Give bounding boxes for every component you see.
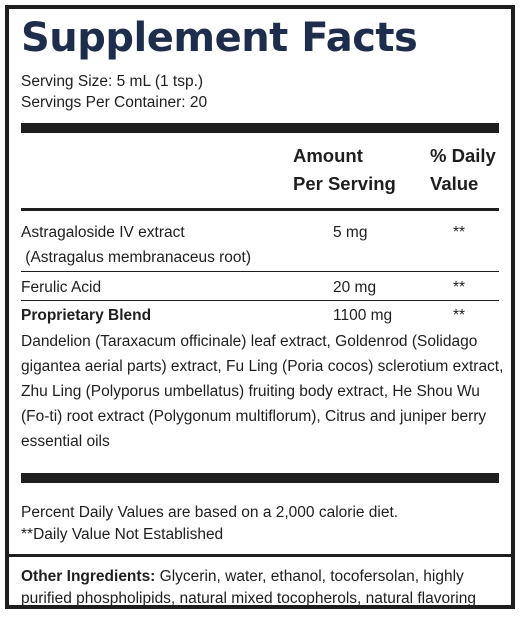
nutrient-amount: 20 mg xyxy=(333,279,377,296)
proprietary-blend-description: Dandelion (Taraxacum officinale) leaf extract, Goldenrod (Solidago gigantea aerial parts) extract, Fu Ling (Poria cocos) sclerotium extract, Zhu Ling (Polyporus umbellatus) fruiting body extract, He Shou Wu (Fo-ti) root extract (Polygonum multiflorum), Citrus and juniper berry essential oils xyxy=(21,333,504,450)
nutrient-name: Proprietary Blend xyxy=(21,307,152,324)
row-divider xyxy=(21,300,499,301)
supplement-facts-panel xyxy=(5,5,515,609)
nutrient-name: Ferulic Acid xyxy=(21,279,102,296)
nutrient-amount: 1100 mg xyxy=(333,307,393,324)
daily-value-footnote: Percent Daily Values are based on a 2,000 calorie diet. xyxy=(21,504,399,521)
nutrient-daily-value: ** xyxy=(453,307,466,324)
other-ingredients-label: Other Ingredients: xyxy=(21,568,156,585)
daily-value-header: % Daily Value xyxy=(430,145,496,194)
footnote-divider xyxy=(9,554,511,557)
amount-per-serving-header: Amount Per Serving xyxy=(293,145,396,194)
panel-title: Supplement Facts xyxy=(21,15,418,61)
nutrient-daily-value: ** xyxy=(453,224,466,241)
serving-size: Serving Size: 5 mL (1 tsp.) xyxy=(21,73,204,90)
nutrient-amount: 5 mg xyxy=(333,224,368,241)
servings-per-container: Servings Per Container: 20 xyxy=(21,94,208,111)
other-ingredients xyxy=(21,566,505,610)
not-established-footnote: **Daily Value Not Established xyxy=(21,526,224,543)
thick-divider xyxy=(21,123,499,133)
nutrient-daily-value: ** xyxy=(453,279,466,296)
thick-divider xyxy=(21,473,499,483)
other-ingredients-text: Glycerin, water, ethanol, tocofersolan, highly purified phospholipids, natural mixed tocopherols, natural flavoring xyxy=(21,568,476,607)
nutrient-name: Astragaloside IV extract (Astragalus membranaceus root) xyxy=(21,224,252,266)
header-divider xyxy=(21,208,499,211)
row-divider xyxy=(21,271,499,272)
